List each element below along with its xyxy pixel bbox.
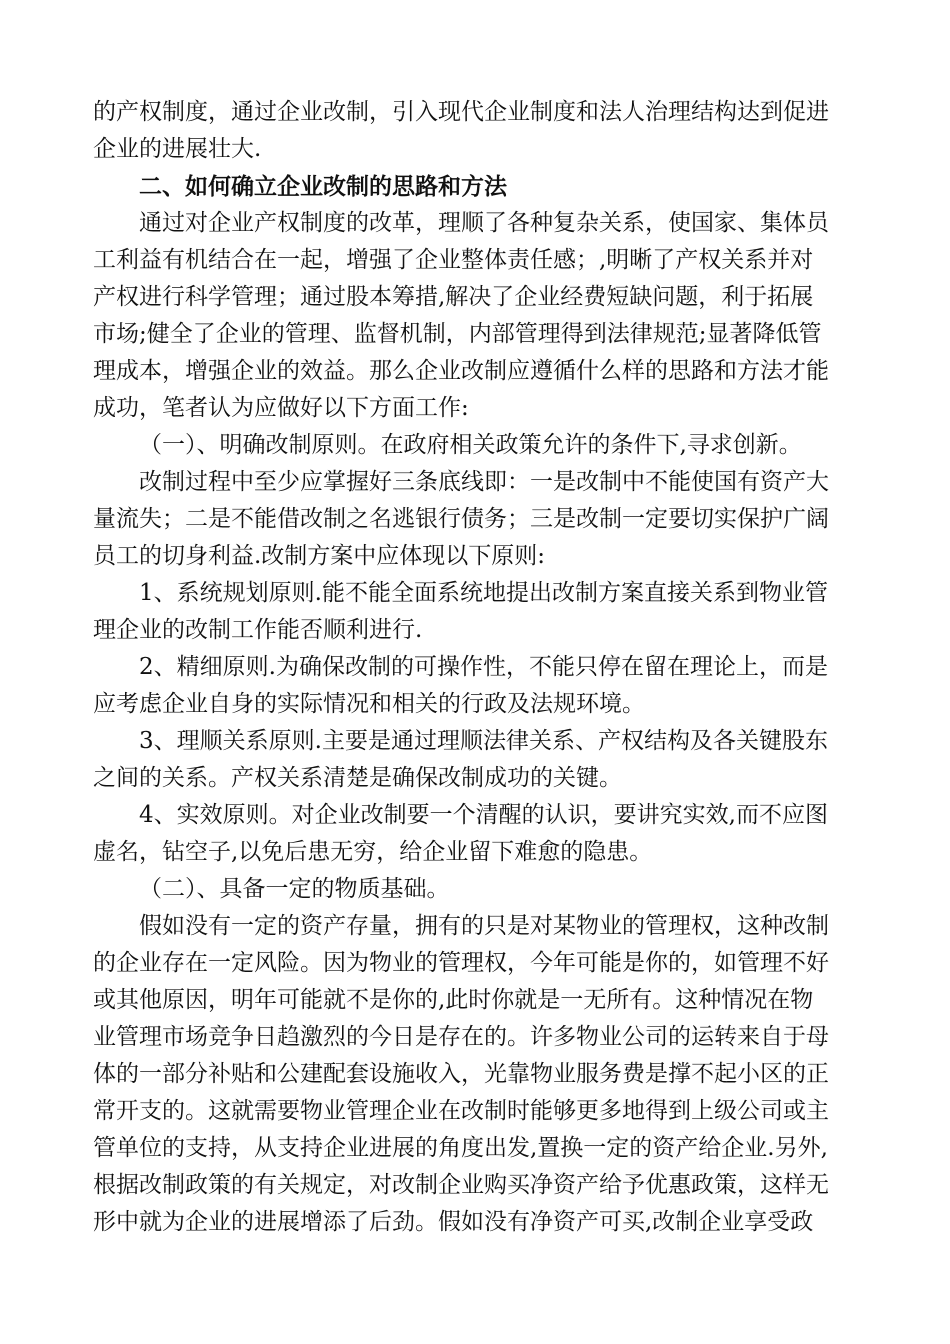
text-line: 理企业的改制工作能否顺利进行. [93, 617, 423, 643]
list-item-line: 2、精细原则.为确保改制的可操作性，不能只停在留在理论上，而是 [139, 654, 828, 680]
text-line: 根据改制政策的有关规定，对改制企业购买净资产给予优惠政策，这样无 [93, 1172, 829, 1198]
text-line: 量流失；二是不能借改制之名逃银行债务；三是改制一定要切实保护广阔 [93, 506, 829, 532]
paragraph-start-line: 假如没有一定的资产存量，拥有的只是对某物业的管理权，这种改制 [139, 913, 829, 939]
list-item-line: 1、系统规划原则.能不能全面系统地提出改制方案直接关系到物业管 [139, 580, 828, 606]
text-line: 体的一部分补贴和公建配套设施收入，光靠物业服务费是撑不起小区的正 [93, 1061, 829, 1087]
paragraph-start-line: 通过对企业产权制度的改革，理顺了各种复杂关系，使国家、集体员 [139, 210, 829, 236]
document-page [93, 94, 863, 1241]
list-item-line: 4、实效原则。对企业改制要一个清醒的认识，要讲究实效,而不应图 [139, 802, 828, 828]
text-line: 工利益有机结合在一起，增强了企业整体责任感；,明晰了产权关系并对 [93, 247, 814, 273]
text-line: 业管理市场竞争日趋激烈的今日是存在的。许多物业公司的运转来自于母 [93, 1024, 829, 1050]
text-line: 或其他原因，明年可能就不是你的,此时你就是一无所有。这种情况在物 [93, 987, 814, 1013]
text-line: 产权进行科学管理；通过股本筹措,解决了企业经费短缺问题，利于拓展 [93, 284, 814, 310]
text-line: 之间的关系。产权关系清楚是确保改制成功的关键。 [93, 765, 622, 791]
subsection-heading: （二）、具备一定的物质基础。 [139, 876, 450, 902]
text-line: 管单位的支持，从支持企业进展的角度出发,置换一定的资产给企业.另外, [93, 1135, 828, 1161]
text-line: 虚名，钻空子,以免后患无穷，给企业留下难愈的隐患。 [93, 839, 653, 865]
list-item-line: 3、理顺关系原则.主要是通过理顺法律关系、产权结构及各关键股东 [139, 728, 828, 754]
text-line: 的产权制度，通过企业改制，引入现代企业制度和法人治理结构达到促进 [93, 99, 829, 125]
text-line: 常开支的。这就需要物业管理企业在改制时能够更多地得到上级公司或主 [93, 1098, 829, 1124]
text-line: 成功，笔者认为应做好以下方面工作: [93, 395, 469, 421]
section-heading: 二、如何确立企业改制的思路和方法 [139, 173, 507, 200]
text-line: 市场;健全了企业的管理、监督机制，内部管理得到法律规范;显著降低管 [93, 321, 822, 347]
text-line: 形中就为企业的进展增添了后劲。假如没有净资产可买,改制企业享受政 [93, 1209, 814, 1235]
text-line: 员工的切身利益.改制方案中应体现以下原则: [93, 543, 546, 569]
text-line: 企业的进展壮大. [93, 136, 262, 162]
text-line: 理成本，增强企业的效益。那么企业改制应遵循什么样的思路和方法才能 [93, 358, 829, 384]
text-line: 应考虑企业自身的实际情况和相关的行政及法规环境。 [93, 691, 645, 717]
paragraph-start-line: 改制过程中至少应掌握好三条底线即：一是改制中不能使国有资产大 [139, 469, 829, 495]
text-line: 的企业存在一定风险。因为物业的管理权，今年可能是你的，如管理不好 [93, 950, 829, 976]
subsection-heading: （一）、明确改制原则。在政府相关政策允许的条件下,寻求创新。 [139, 432, 802, 458]
